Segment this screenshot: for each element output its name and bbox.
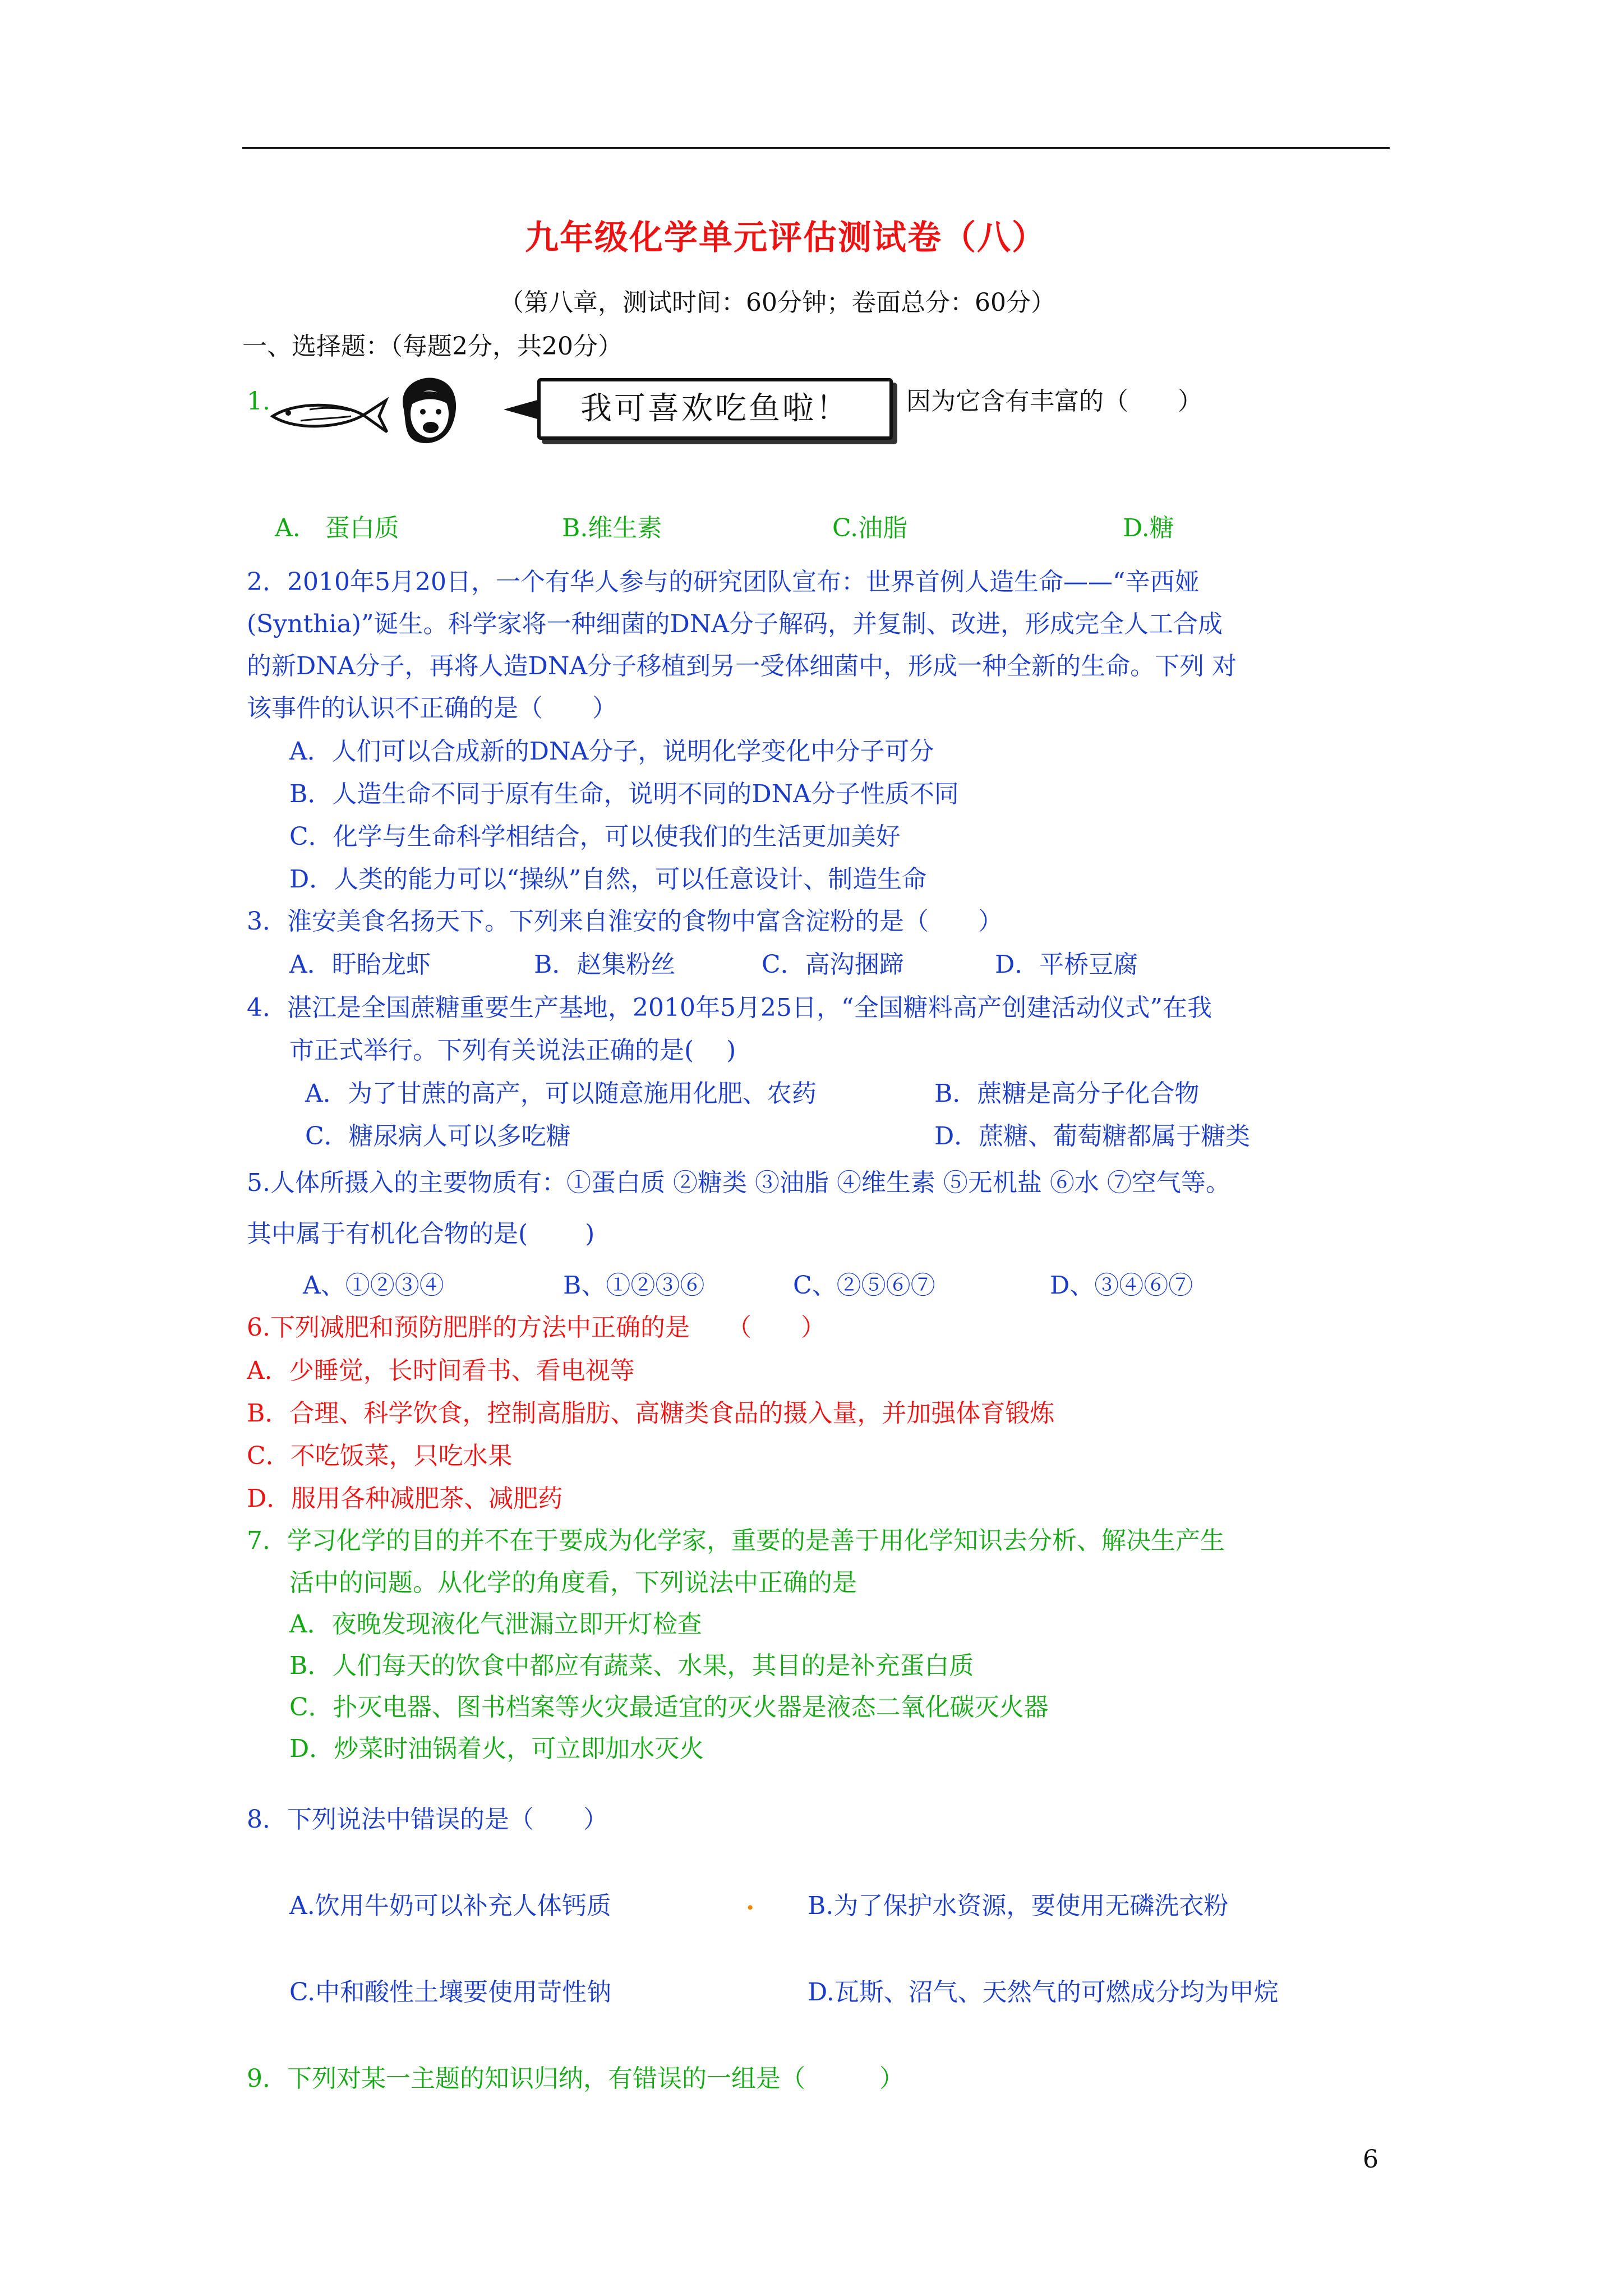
q1-option-c: C.油脂 <box>832 514 908 542</box>
q4-line: 市正式举行。下列有关说法正确的是( ) <box>289 1036 736 1065</box>
q5-option-a: A、①②③④ <box>303 1271 444 1300</box>
page-number: 6 <box>1363 2145 1378 2174</box>
q7-option-d: D．炒菜时油锅着火，可立即加水灭火 <box>289 1734 704 1763</box>
q7-line: 7．学习化学的目的并不在于要成为化学家，重要的是善于用化学知识去分析、解决生产生 <box>247 1526 1225 1555</box>
q5-line: 其中属于有机化合物的是( ) <box>247 1220 595 1248</box>
q9-stem: 9．下列对某一主题的知识归纳，有错误的一组是（ ） <box>247 2064 904 2093</box>
q7-line: 活中的问题。从化学的角度看，下列说法中正确的是 <box>289 1568 857 1597</box>
q7-option-a: A．夜晚发现液化气泄漏立即开灯检查 <box>289 1610 702 1639</box>
speech-bubble: 我可喜欢吃鱼啦！ <box>537 378 893 440</box>
q3-option-c: C．高沟捆蹄 <box>762 950 904 979</box>
q2-line: 的新DNA分子，再将人造DNA分子移植到另一受体细菌中，形成一种全新的生命。下列 对 <box>247 652 1237 680</box>
q2-option-b: B．人造生命不同于原有生命，说明不同的DNA分子性质不同 <box>289 780 959 808</box>
q2-option-c: C．化学与生命科学相结合，可以使我们的生活更加美好 <box>289 822 901 851</box>
q1-option-a: A. 蛋白质 <box>275 514 399 542</box>
cartoon-face-icon <box>394 370 461 449</box>
q5-line: 5.人体所摄入的主要物质有：①蛋白质 ②糖类 ③油脂 ④维生素 ⑤无机盐 ⑥水 ⑦空气等。 <box>247 1168 1230 1197</box>
q7-option-b: B．人们每天的饮食中都应有蔬菜、水果，其目的是补充蛋白质 <box>289 1651 974 1680</box>
q8-option-d: D.瓦斯、沼气、天然气的可燃成分均为甲烷 <box>808 1978 1279 2007</box>
q6-option-c: C．不吃饭菜，只吃水果 <box>247 1442 513 1470</box>
q2-line: 2．2010年5月20日，一个有华人参与的研究团队宣布：世界首例人造生命——“辛西娅 <box>247 568 1200 596</box>
page-title: 九年级化学单元评估测试卷（八） <box>525 218 1046 257</box>
q1-number: 1. <box>247 387 270 416</box>
q8-option-b: B.为了保护水资源，要使用无磷洗衣粉 <box>808 1892 1229 1920</box>
q5-option-c: C、②⑤⑥⑦ <box>793 1271 935 1300</box>
q4-option-b: B．蔗糖是高分子化合物 <box>934 1079 1200 1108</box>
q5-option-b: B、①②③⑥ <box>563 1271 705 1300</box>
q3-stem: 3．淮安美食名扬天下。下列来自淮安的食物中富含淀粉的是（ ） <box>247 907 1003 936</box>
q2-option-a: A．人们可以合成新的DNA分子，说明化学变化中分子可分 <box>289 737 934 766</box>
q2-line: 该事件的认识不正确的是（ ） <box>247 694 617 723</box>
q6-option-d: D．服用各种减肥茶、减肥药 <box>247 1484 563 1513</box>
q1-option-d: D.糖 <box>1123 514 1174 542</box>
speech-bubble-tail <box>504 399 540 420</box>
q8-option-a: A.饮用牛奶可以补充人体钙质 <box>289 1892 611 1920</box>
header-rule <box>242 147 1390 149</box>
q3-option-d: D．平桥豆腐 <box>995 950 1138 979</box>
q4-option-d: D．蔗糖、葡萄糖都属于糖类 <box>934 1122 1251 1151</box>
q8-stem: 8．下列说法中错误的是（ ） <box>247 1805 608 1834</box>
q6-option-a: A．少睡觉，长时间看书、看电视等 <box>247 1356 635 1385</box>
q8-option-c: C.中和酸性土壤要使用苛性钠 <box>289 1978 612 2007</box>
q6-stem: 6.下列减肥和预防肥胖的方法中正确的是 （ ） <box>247 1313 826 1342</box>
q2-option-d: D．人类的能力可以“操纵”自然，可以任意设计、制造生命 <box>289 865 927 894</box>
q6-option-b: B．合理、科学饮食，控制高脂肪、高糖类食品的摄入量，并加强体育锻炼 <box>247 1399 1055 1428</box>
q8-dot-mark: . <box>746 1887 755 1916</box>
q4-option-a: A．为了甘蔗的高产，可以随意施用化肥、农药 <box>305 1079 817 1108</box>
q5-option-d: D、③④⑥⑦ <box>1050 1271 1193 1300</box>
q1-option-b: B.维生素 <box>562 514 662 542</box>
q1-stem: 因为它含有丰富的（ ） <box>906 387 1202 416</box>
q3-option-b: B．赵集粉丝 <box>534 950 676 979</box>
q4-line: 4．湛江是全国蔗糖重要生产基地，2010年5月25日，“全国糖料高产创建活动仪式”在我 <box>247 993 1212 1022</box>
q7-option-c: C．扑灭电器、图书档案等火灾最适宜的灭火器是液态二氧化碳灭火器 <box>289 1693 1049 1722</box>
page-subtitle: （第八章，测试时间：60分钟；卷面总分：60分） <box>499 288 1055 317</box>
fish-icon <box>267 394 390 439</box>
section-heading: 一、选择题：（每题2分，共20分） <box>242 332 623 361</box>
q4-option-c: C．糖尿病人可以多吃糖 <box>305 1122 571 1151</box>
q2-line: (Synthia)”诞生。科学家将一种细菌的DNA分子解码，并复制、改进，形成完全人工合成 <box>247 610 1223 638</box>
q3-option-a: A．盱眙龙虾 <box>289 950 431 979</box>
